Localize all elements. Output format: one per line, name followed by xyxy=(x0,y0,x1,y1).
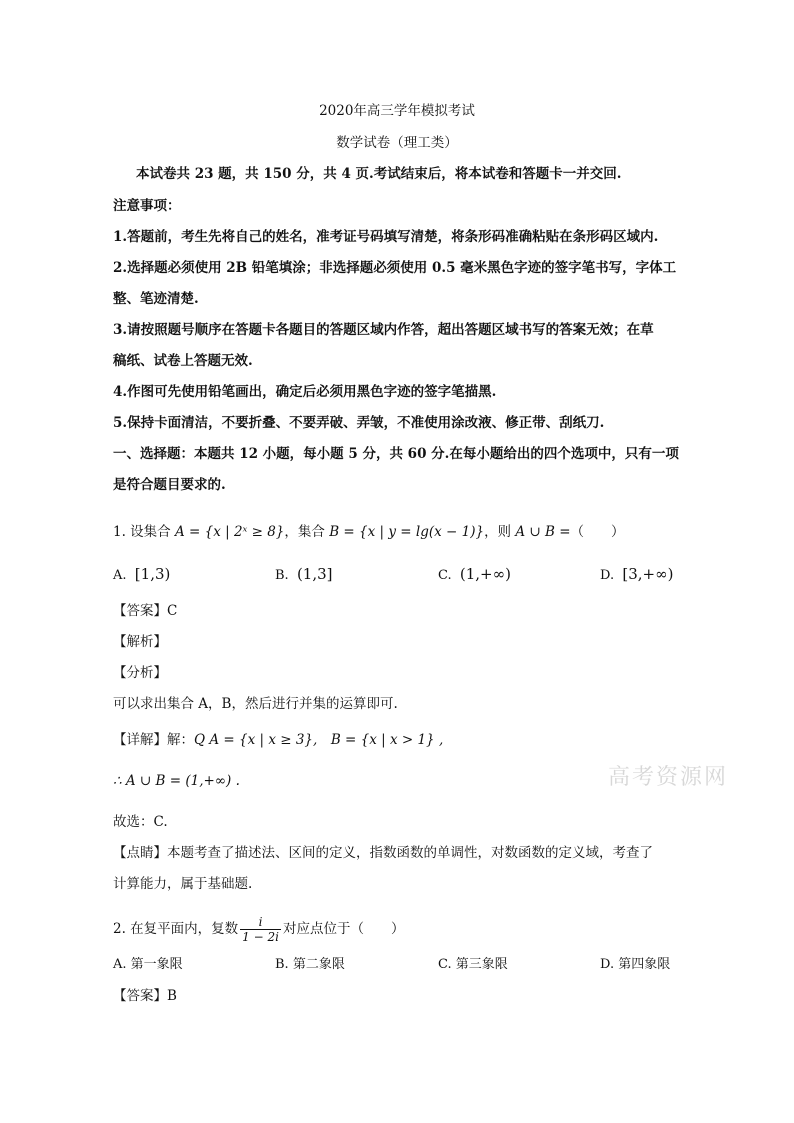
q1-answer: 【答案】C xyxy=(113,603,178,619)
watermark: 高考资源网 xyxy=(608,765,729,790)
q1-paren: （ ） xyxy=(570,524,625,540)
q1-set-a: A = {x | 2ˣ ≥ 8} xyxy=(174,524,285,540)
question-1-stem xyxy=(113,522,625,542)
q1-analysis: 可以求出集合 A，B，然后进行并集的运算即可. xyxy=(113,696,398,712)
q2-frac-num: i xyxy=(258,915,263,929)
q1-fenxi: 【分析】 xyxy=(113,665,167,681)
q1-option-b: B. (1,3] xyxy=(275,565,333,583)
exam-title: 2020年高三学年模拟考试 xyxy=(319,103,475,119)
q2-option-c: C. 第三象限 xyxy=(438,957,508,972)
section-heading: 一、选择题：本题共 12 小题，每小题 5 分，共 60 分.在每小题给出的四个选项中，只有一项 xyxy=(113,446,679,462)
q2-answer: 【答案】B xyxy=(113,988,177,1004)
notes-heading: 注意事项： xyxy=(113,198,181,214)
q1-therefore: ∴ A ∪ B = (1,+∞) . xyxy=(113,773,240,789)
q1-option-d: D. [3,+∞) xyxy=(600,565,674,583)
q2-option-d: D. 第四象限 xyxy=(600,957,671,972)
note-line: 稿纸、试卷上答题无效. xyxy=(113,353,253,369)
section-heading-cont: 是符合题目要求的. xyxy=(113,477,226,493)
note-line: 2.选择题必须使用 2B 铅笔填涂；非选择题必须使用 0.5 毫米黑色字迹的签字笔书写，字体工 xyxy=(113,260,677,276)
exam-subtitle: 数学试卷（理工类） xyxy=(336,135,458,151)
q1-detail xyxy=(113,730,443,750)
question-2-stem xyxy=(113,912,404,946)
q1-option-a: A. [1,3) xyxy=(113,565,171,583)
note-line: 5.保持卡面清洁，不要折叠、不要弄破、弄皱，不准使用涂改液、修正带、刮纸刀. xyxy=(113,415,605,431)
q2-frac-den: 1 − 2i xyxy=(242,930,279,944)
q1-option-c: C. (1,+∞) xyxy=(438,565,511,583)
q2-option-a: A. 第一象限 xyxy=(113,957,183,972)
q1-jiexi: 【解析】 xyxy=(113,634,167,650)
note-line: 3.请按照题号顺序在答题卡各题目的答题区域内作答，超出答题区域书写的答案无效；在草 xyxy=(113,322,654,338)
q1-mid2: ，则 xyxy=(484,524,516,540)
note-line: 1.答题前，考生先将自己的姓名，准考证号码填写清楚，将条形码准确粘贴在条形码区域内. xyxy=(113,229,659,245)
q1-set-b: B = {x | y = lg(x − 1)} xyxy=(329,524,485,540)
note-line: 4.作图可先使用铅笔画出，确定后必须用黑色字迹的签字笔描黑. xyxy=(113,384,497,400)
q1-comment: 【点睛】本题考查了描述法、区间的定义，指数函数的单调性，对数函数的定义域，考查了 xyxy=(113,845,653,861)
q1-detail-label: 【详解】解： xyxy=(113,732,194,748)
q2-option-b: B. 第二象限 xyxy=(275,957,345,972)
q2-prefix: 2. 在复平面内，复数 xyxy=(113,921,239,937)
q1-prefix: 1. 设集合 xyxy=(113,524,175,540)
q1-mid1: ，集合 xyxy=(284,524,330,540)
q1-detail-math: Q A = {x | x ≥ 3}, B = {x | x > 1} , xyxy=(194,732,444,748)
note-line: 整、笔迹清楚. xyxy=(113,291,199,307)
q2-suffix: 对应点位于（ ） xyxy=(282,921,405,937)
q2-fraction xyxy=(240,915,281,944)
q1-union: A ∪ B = xyxy=(515,524,571,540)
q1-comment-cont: 计算能力，属于基础题. xyxy=(113,876,253,892)
exam-intro: 本试卷共 23 题，共 150 分，共 4 页.考试结束后，将本试卷和答题卡一并交回. xyxy=(136,166,622,182)
q1-choose: 故选：C. xyxy=(113,814,168,830)
